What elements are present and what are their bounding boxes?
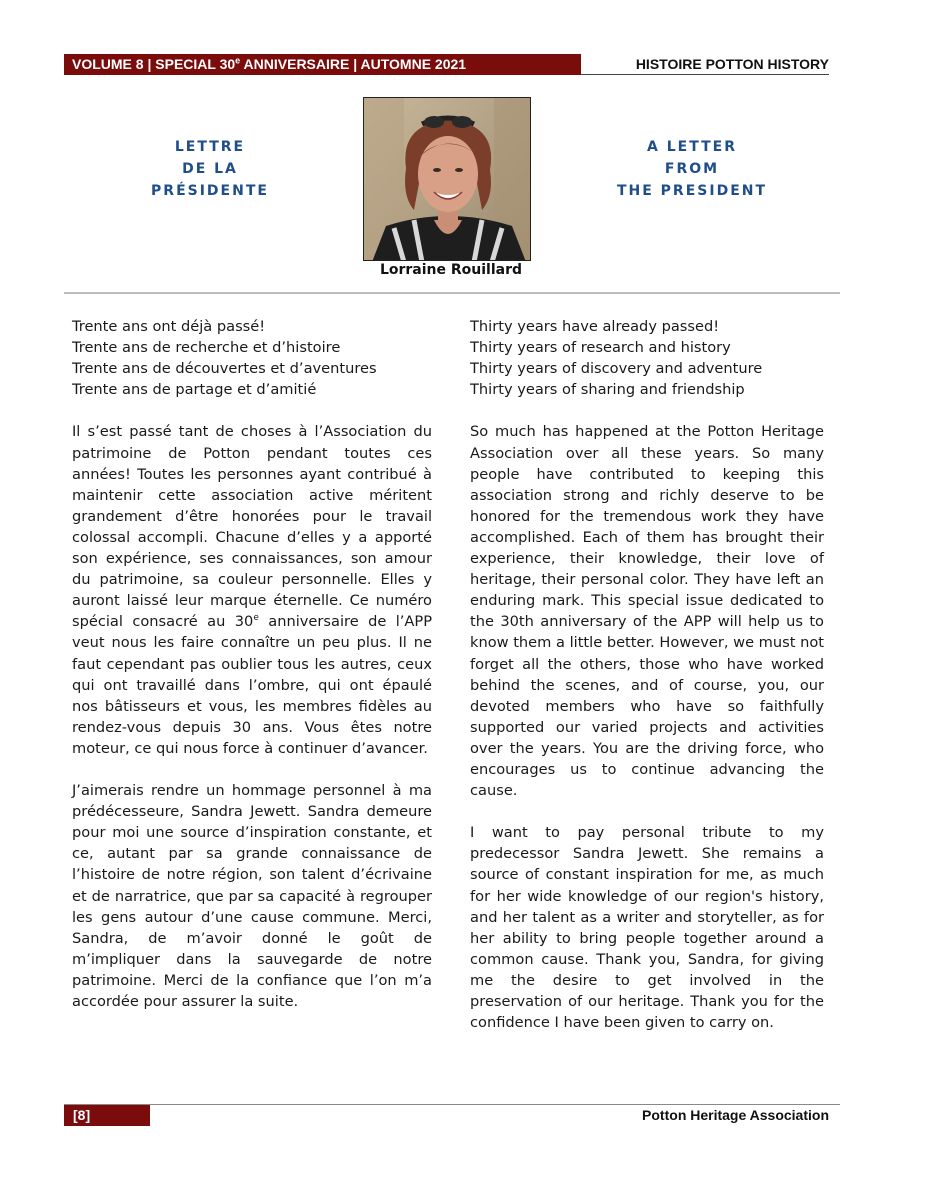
heading-english — [592, 136, 792, 202]
header-publication-title: HISTOIRE POTTON HISTORY — [635, 56, 829, 72]
heading-french — [110, 136, 310, 202]
french-paragraph-1-superscript: e — [253, 613, 259, 624]
english-column — [470, 316, 824, 1054]
french-intro-line: Trente ans de découvertes et d’aventures — [72, 360, 377, 378]
page-number: [8] — [64, 1105, 150, 1126]
header-issue-bar — [64, 54, 581, 75]
header-issue-superscript: e — [235, 55, 241, 66]
french-paragraph-1 — [72, 421, 432, 759]
french-intro — [72, 316, 432, 400]
french-paragraph-1-part-a: Il s’est passé tant de choses à l’Association du patrimoine de Potton pendant toutes ces années! Toutes les personnes ayant contribué à maintenir cette association active méritent grandement d’être honorées pour le travail colossal accompli. Chacune d’elles y a apporté son expérience, ses connaissances, son amour du patrimoine, sa couleur personnelle. Elles y auront laissé leur marque éternelle. Ce numéro spécial consacré au 30 — [72, 423, 432, 631]
photo-caption: Lorraine Rouillard — [379, 262, 523, 278]
english-paragraph-2: I want to pay personal tribute to my predecessor Sandra Jewett. She remains a source of constant inspiration for me, as much for her wide knowledge of our region's history, and her talent as a writer and storyteller, as for her ability to bring people together around a common cause. Thank you, Sandra, for giving me the desire to get involved in the preservation of our heritage. Thank you for the confidence I have been given to carry on. — [470, 824, 824, 1032]
heading-english-line-3: THE PRESIDENT — [616, 183, 768, 199]
french-column — [72, 316, 432, 1033]
french-paragraph-1-part-b: anniversaire de l’APP veut nous les faire connaître un peu plus. Il ne faut cependant pas oublier tous les autres, ceux qui ont travaillé dans l’ombre, qui ont épaulé nos bâtisseurs et vous, les membres fidèles au rendez-vous depuis 30 ans. Vous êtes notre moteur, ce qui nous force à continuer d’avancer. — [72, 613, 433, 757]
heading-french-line-1: LETTRE — [174, 139, 246, 155]
footer-organization: Potton Heritage Association — [642, 1107, 829, 1123]
header-issue-suffix: ANNIVERSAIRE | AUTOMNE 2021 — [240, 56, 467, 72]
header-issue-prefix: VOLUME 8 | SPECIAL 30 — [72, 56, 236, 72]
heading-french-line-2: DE LA — [182, 161, 238, 177]
english-intro-line: Thirty years of discovery and adventure — [470, 360, 763, 378]
french-paragraph-2: J’aimerais rendre un hommage personnel à ma prédécesseure, Sandra Jewett. Sandra demeure pour moi une source d’inspiration constante, et ce, autant par sa grande connaissance de l’histoire de notre région, son talent d’écrivaine et de narratrice, que par sa capacité à regrouper les gens autour d’une cause commune. Merci, Sandra, de m’avoir donné le goût de m’impliquer dans la sauvegarde de notre patrimoine. Merci de la confiance que l’on m’a accordée pour assurer la suite. — [72, 782, 432, 1010]
president-portrait — [363, 97, 531, 261]
english-intro-line: Thirty years of research and history — [470, 339, 731, 357]
heading-english-line-2: FROM — [664, 161, 720, 177]
french-intro-line: Trente ans ont déjà passé! — [72, 318, 266, 335]
section-divider — [64, 292, 840, 294]
heading-french-line-3: PRÉSIDENTE — [151, 183, 269, 199]
english-intro-line: Thirty years of sharing and friendship — [470, 381, 745, 399]
header-divider — [581, 74, 829, 75]
english-paragraph-1: So much has happened at the Potton Heritage Association over all these years. So many people have contributed to keeping this association strong and richly deserve to be honored for the tremendous work they have accomplished. Each of them has brought their experience, their knowledge, their love of heritage, their personal color. They have left an enduring mark. This special issue dedicated to the 30th anniversary of the APP will help us to know them a little better. However, we must not forget all the others, those who have worked behind the scenes, and of course, you, our devoted members who have so faithfully supported our varied projects and activities over the years. You are the driving force, who encourages us to continue advancing the cause. — [470, 423, 825, 800]
english-intro — [470, 316, 824, 400]
heading-english-line-1: A LETTER — [647, 139, 737, 155]
french-intro-line: Trente ans de partage et d’amitié — [72, 381, 317, 399]
french-intro-line: Trente ans de recherche et d’histoire — [72, 339, 341, 357]
english-intro-line: Thirty years have already passed! — [470, 318, 720, 335]
